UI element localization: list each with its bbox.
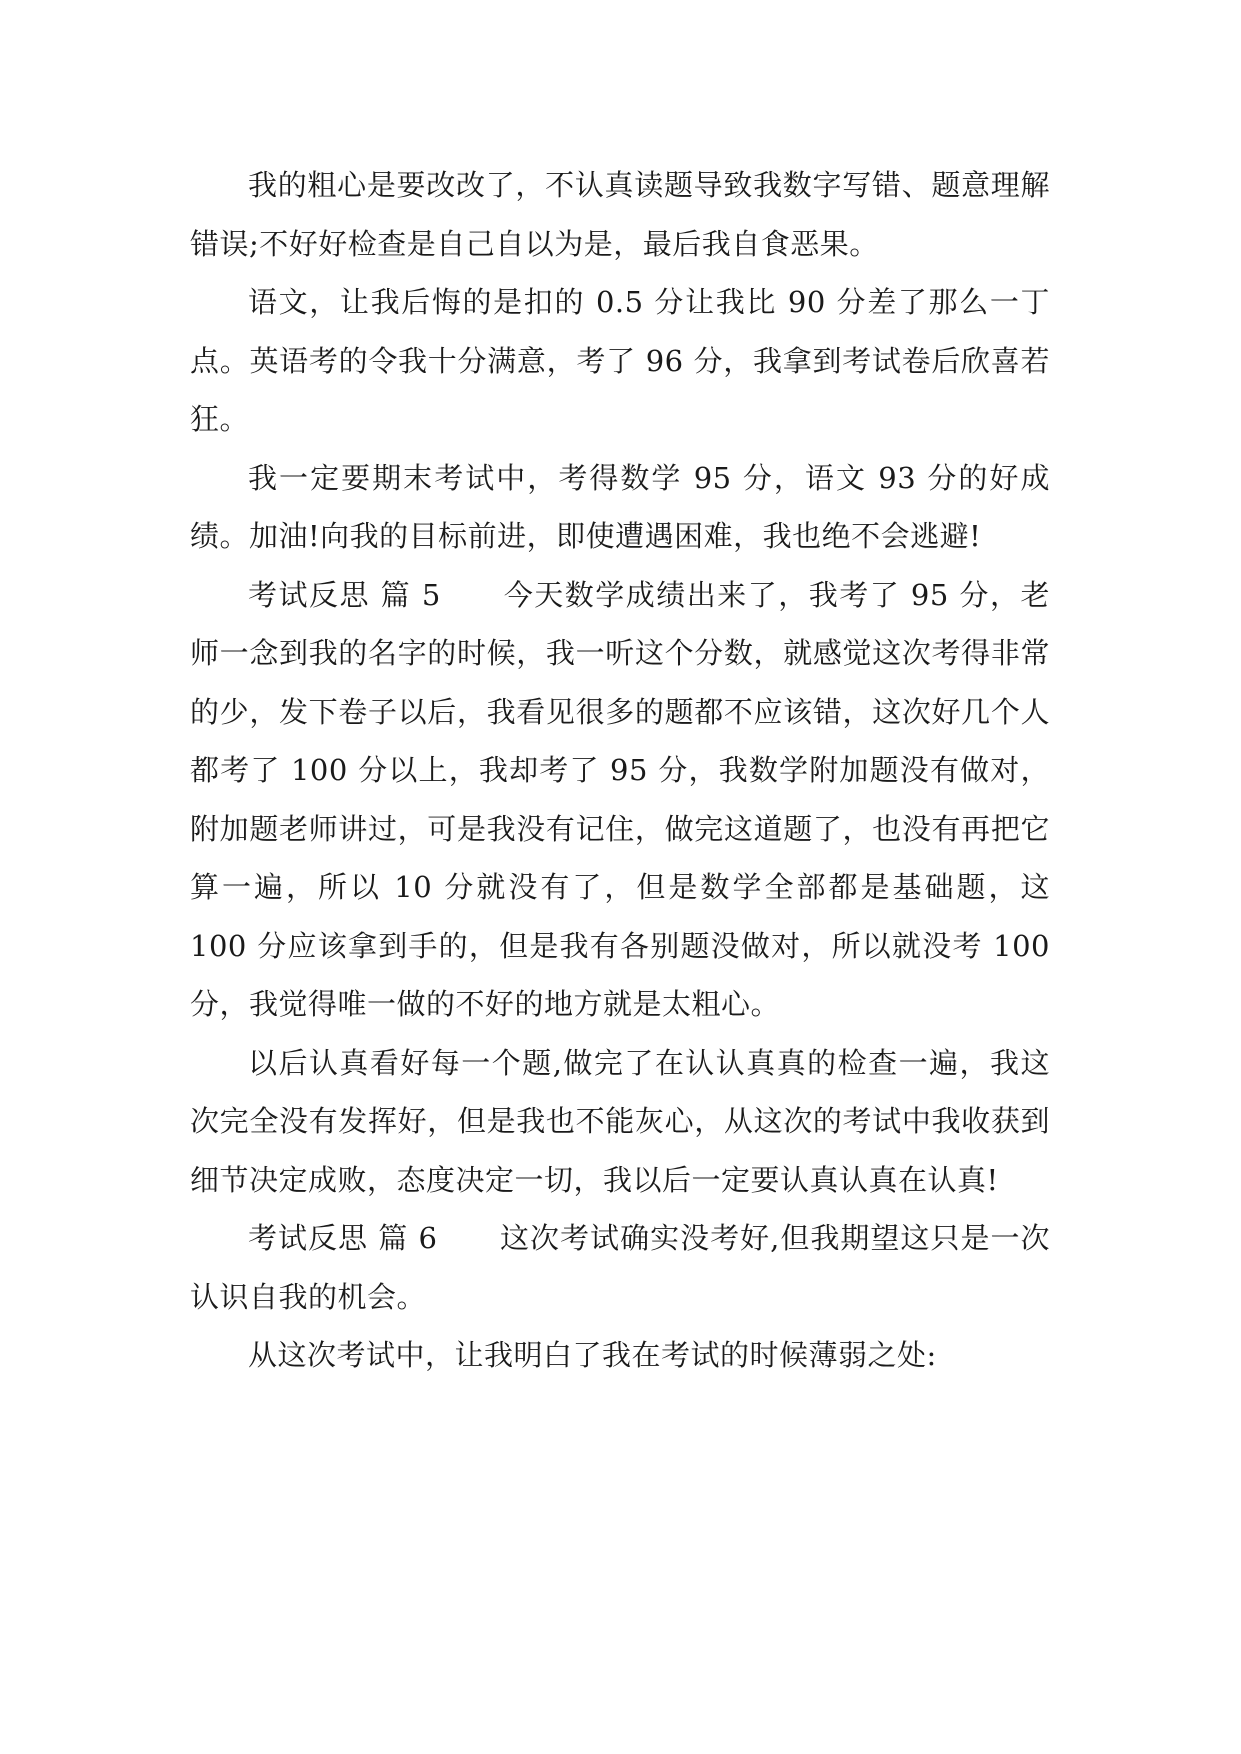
paragraph-4 [190, 566, 1050, 1034]
paragraph-1 [190, 156, 1050, 273]
paragraph-text: 我的粗心是要改改了，不认真读题导致我数字写错、题意理解错误;不好好检查是自己自以为是，最后我自食恶果。 [190, 168, 1050, 261]
paragraph-text: 这次考试确实没考好,但我期望这只是一次认识自我的机会。 [190, 1221, 1050, 1314]
paragraph-6 [190, 1209, 1050, 1326]
paragraph-3 [190, 449, 1050, 566]
paragraph-text: 今天数学成绩出来了，我考了 95 分，老师一念到我的名字的时候，我一听这个分数，就感觉这次考得非常的少，发下卷子以后，我看见很多的题都不应该错，这次好几个人都考了 100 分以上，我却考了 95 分，我数学附加题没有做对，附加题老师讲过，可是我没有记住，做完这道题了，也没有再把它算一遍，所以 10 分就没有了，但是数学全部都是基础题，这 100 分应该拿到手的，但是我有各别题没做对，所以就没考 100 分，我觉得唯一做的不好的地方就是太粗心。 [190, 577, 1050, 1021]
document-body [190, 156, 1050, 1385]
paragraph-text: 以后认真看好每一个题,做完了在认认真真的检查一遍，我这次完全没有发挥好，但是我也不能灰心，从这次的考试中我收获到细节决定成败，态度决定一切，我以后一定要认真认真在认真! [190, 1045, 1050, 1197]
paragraph-7 [190, 1326, 1050, 1385]
paragraph-text: 从这次考试中，让我明白了我在考试的时候薄弱之处: [248, 1338, 937, 1372]
paragraph-text: 我一定要期末考试中，考得数学 95 分，语文 93 分的好成绩。加油!向我的目标前进，即使遭遇困难，我也绝不会逃避! [190, 460, 1050, 553]
paragraph-text: 语文，让我后悔的是扣的 0.5 分让我比 90 分差了那么一丁点。英语考的令我十分满意，考了 96 分，我拿到考试卷后欣喜若狂。 [190, 285, 1050, 436]
section-title-5: 考试反思 篇 5 [248, 577, 441, 612]
paragraph-2 [190, 273, 1050, 449]
section-title-6: 考试反思 篇 6 [248, 1221, 438, 1255]
paragraph-5 [190, 1034, 1050, 1210]
